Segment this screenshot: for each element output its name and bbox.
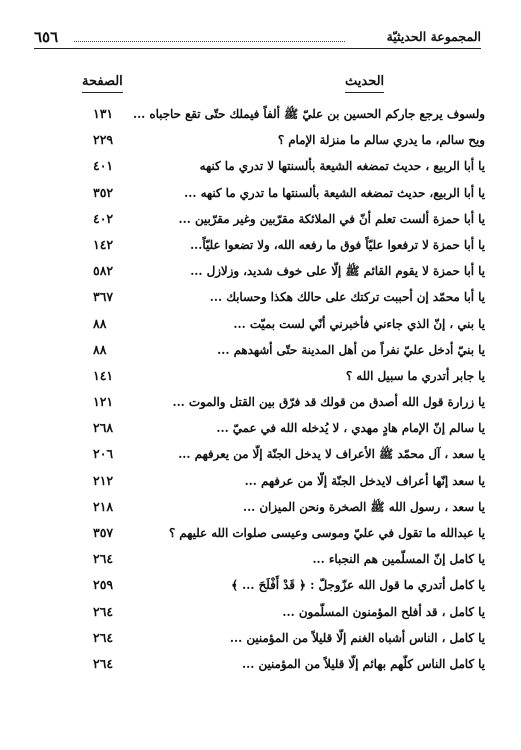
- page-reference: ١٤١: [93, 367, 114, 383]
- page-reference: ٢٢٩: [93, 132, 114, 148]
- hadith-incipit: ولسوف يرجع جاركم الحسين بن عليّ ﷺ ألفاً فيملك حتّى تقع حاجباه ...: [132, 107, 485, 121]
- page-reference: ٨٨: [93, 315, 107, 331]
- page-reference: ١٢١: [93, 394, 114, 410]
- index-row: [0, 653, 521, 679]
- page-reference: ٨٨: [93, 341, 107, 357]
- index-row: [0, 548, 521, 574]
- page-reference: ٢٠٦: [93, 446, 114, 462]
- running-header: [34, 28, 481, 49]
- hadith-incipit: يا أبا حمزة لا ترفعوا عليّاً فوق ما رفعه الله، ولا تضعوا عليّاً...: [190, 237, 485, 252]
- page-reference: ٢٦٤: [93, 655, 114, 671]
- index-row: [0, 129, 521, 155]
- index-row: [0, 260, 521, 286]
- index-row: [0, 313, 521, 339]
- page-reference: ٣٥٢: [93, 184, 114, 200]
- hadith-incipit: يا كامل الناس كلّهم بهائم إلّا قليلاً من المؤمنين ...: [242, 656, 485, 671]
- page-reference: ٢١٢: [93, 472, 114, 488]
- index-row: [0, 417, 521, 443]
- index-row: [0, 208, 521, 234]
- page-reference: ٢٦٤: [93, 551, 114, 567]
- hadith-incipit: يا أبا حمزة ألست تعلم أنّ في الملائكة مقرّبين وغير مقرّبين ...: [178, 211, 485, 226]
- hadith-incipit: يا سعد ، رسول الله ﷺ الصخرة ونحن الميزان ...: [242, 499, 485, 514]
- index-row: [0, 522, 521, 548]
- header-leader-dots: [74, 41, 345, 42]
- index-row: [0, 155, 521, 181]
- hadith-incipit: يا كامل ، قد أفلح المؤمنون المسلّمون ...: [282, 604, 485, 619]
- page-reference: ٢١٨: [93, 498, 114, 514]
- hadith-incipit: يا سعد ، آل محمّد ﷺ الأعراف لا يدخل الجنّة إلّا من يعرفهم ...: [178, 447, 485, 462]
- index-row: [0, 470, 521, 496]
- hadith-incipit: يا سعد إنّها أعراف لايدخل الجنّة إلّا من عرفهم ...: [244, 473, 485, 488]
- hadith-incipit: يا أبا حمزة لا يقوم القائم ﷺ إلّا على خوف شديد، وزلازل ...: [190, 264, 485, 279]
- hadith-column-header: الحديث: [345, 74, 384, 93]
- hadith-incipit: يا بني ، إنّ الذي جاءني فأخبرني أنّي لست بميّت ...: [233, 316, 485, 331]
- index-row: [0, 103, 521, 129]
- index-row: [0, 182, 521, 208]
- index-row: [0, 574, 521, 600]
- page-reference: ٢٦٨: [93, 420, 114, 436]
- index-row: [0, 601, 521, 627]
- hadith-incipit: يا زرارة قول الله أصدق من قولك قد فرّق بين القتل والموت ...: [172, 395, 485, 410]
- page-reference: ٢٥٩: [93, 577, 114, 593]
- page-number: ٦٥٦: [34, 28, 59, 46]
- page-column-header: الصفحة: [82, 74, 123, 93]
- page-reference: ٢٦٤: [93, 603, 114, 619]
- page-reference: ٢٦٤: [93, 629, 114, 645]
- index-row: [0, 286, 521, 312]
- page-reference: ٤٠٢: [93, 210, 114, 226]
- hadith-incipit: يا بنيّ أدخل عليّ نفراً من أهل المدينة حتّى أشهدهم ...: [217, 342, 485, 357]
- hadith-incipit: يا كامل إنّ المسلّمين هم النجباء ...: [312, 552, 485, 567]
- page-reference: ١٣١: [93, 106, 114, 121]
- index-row: [0, 443, 521, 469]
- hadith-incipit: يا أبا الربيع، حديث تمضغه الشيعة بألسنتها ما تدري ما كنهه ...: [184, 185, 485, 200]
- hadith-incipit: يا كامل أتدري ما قول الله عزّوجلّ : ﴿ قَدْ أَفْلَحَ ... ﴾: [231, 578, 485, 593]
- page-reference: ٣٥٧: [93, 525, 114, 540]
- index-list: [0, 103, 521, 679]
- hadith-incipit: يا جابر أتدري ما سبيل الله ؟: [345, 368, 485, 383]
- index-row: [0, 365, 521, 391]
- index-row: [0, 627, 521, 653]
- page-reference: ٤٠١: [93, 158, 114, 174]
- page-reference: ١٤٢: [93, 236, 114, 252]
- index-row: [0, 234, 521, 260]
- hadith-incipit: يا عبدالله ما تقول في عليّ وموسى وعيسى صلوات الله عليهم ؟: [168, 526, 485, 540]
- index-row: [0, 339, 521, 365]
- hadith-incipit: يا أبا الربيع ، حديث تمضغه الشيعة بألسنتها لا تدري ما كنهه: [199, 159, 485, 174]
- hadith-incipit: يا أبا محمّد إن أحببت تركتك على حالك هكذا وحسابك ...: [209, 290, 485, 305]
- page-reference: ٥٨٢: [93, 263, 114, 279]
- hadith-incipit: يا كامل ، الناس أشباه الغنم إلّا قليلاً من المؤمنين ...: [229, 630, 485, 645]
- book-title: المجموعة الحديثيّة: [386, 29, 481, 44]
- index-row: [0, 391, 521, 417]
- hadith-incipit: ويح سالم، ما يدري سالم ما منزلة الإمام ؟: [277, 133, 485, 148]
- index-row: [0, 496, 521, 522]
- page-reference: ٣٦٧: [93, 289, 114, 305]
- hadith-incipit: يا سالم إنّ الإمام هادٍ مهدي ، لا يُدخله الله في عميّ ...: [216, 421, 485, 436]
